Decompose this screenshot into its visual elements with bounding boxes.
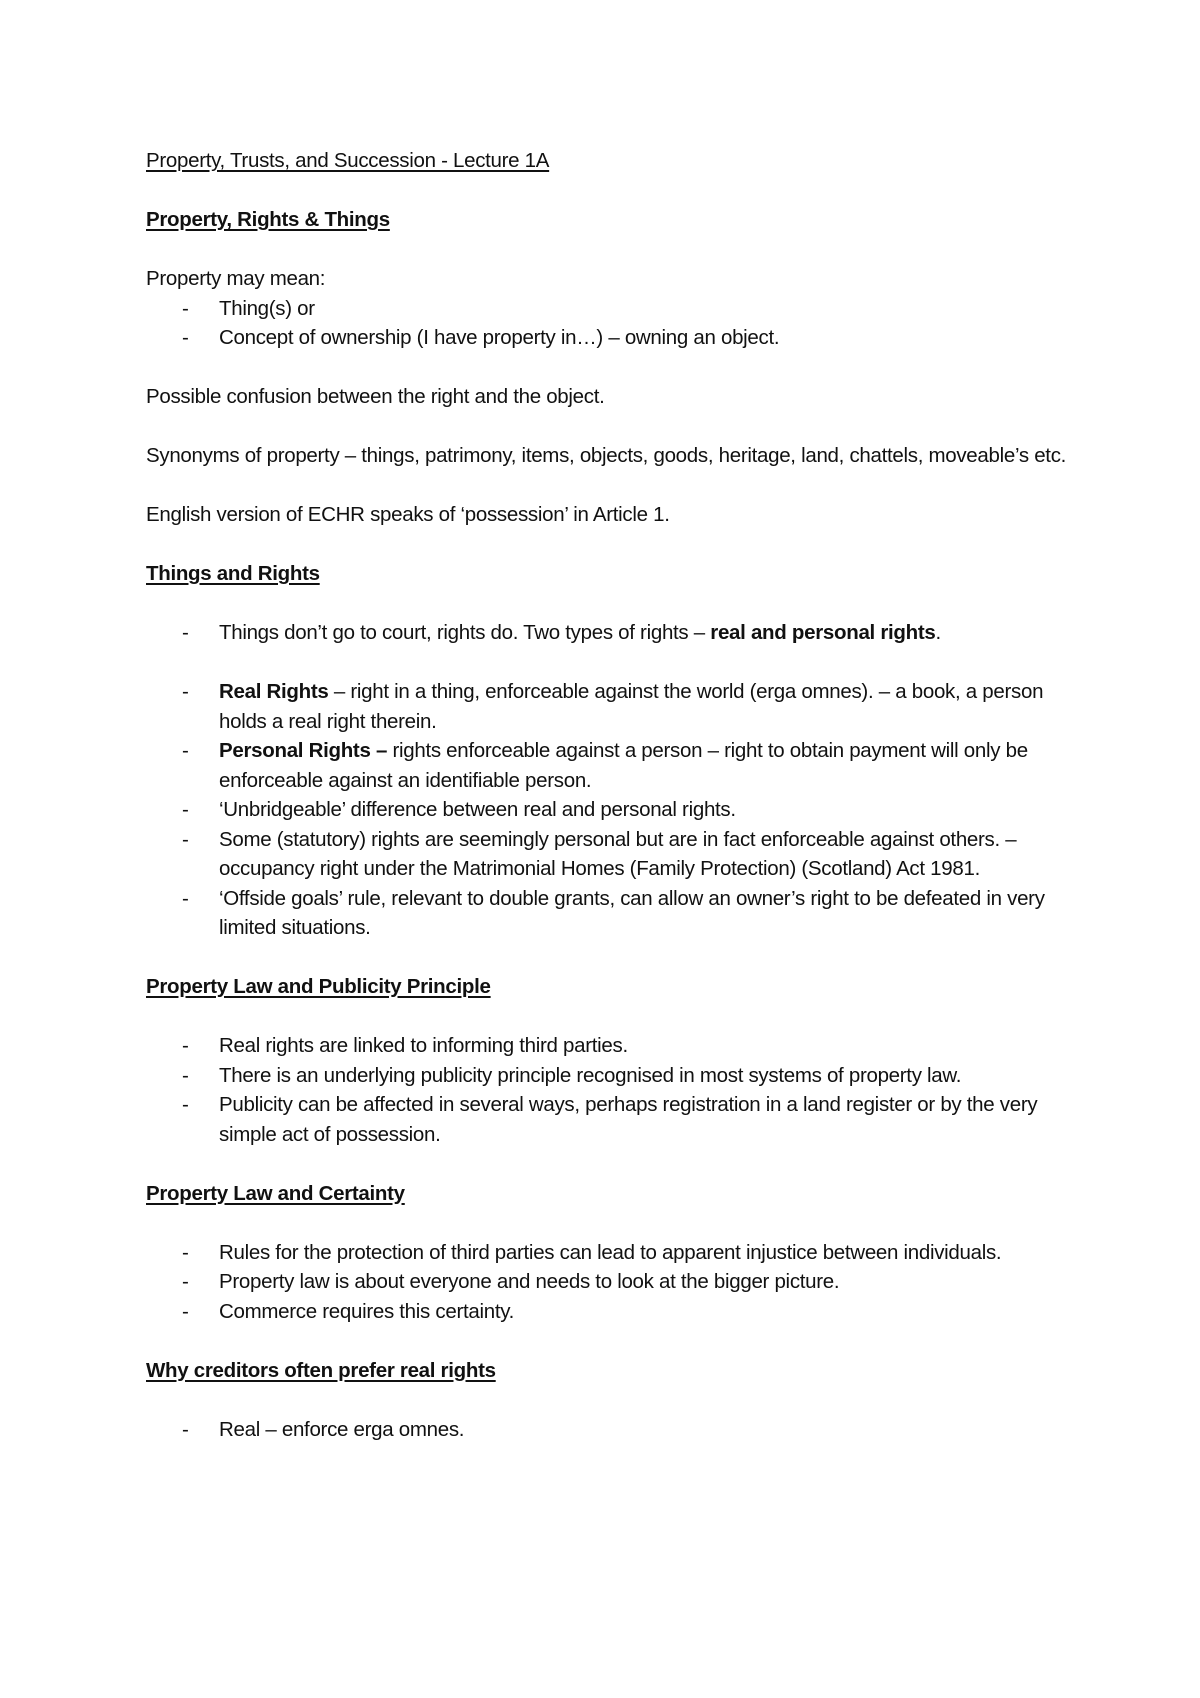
spacer: [146, 235, 1076, 265]
paragraph: Property may mean:: [146, 267, 326, 290]
list-item-text: – right in a thing, enforceable against the world (erga omnes). – a book, a person holds a real right therein.: [219, 680, 1044, 733]
dash-bullet: -: [182, 1034, 189, 1057]
dash-list: [146, 618, 1076, 648]
list-item: [146, 1297, 1076, 1327]
list-item: [146, 677, 1076, 736]
list-item: [146, 294, 1076, 324]
dash-bullet: -: [182, 1270, 189, 1293]
list-item-text: Real rights are linked to informing third parties.: [219, 1034, 628, 1057]
dash-bullet: -: [182, 296, 189, 320]
list-item-text: Rules for the protection of third parties can lead to apparent injustice between individuals.: [219, 1240, 1002, 1264]
section-heading-creditors: Why creditors often prefer real rights: [146, 1358, 496, 1382]
list-item: [146, 825, 1076, 884]
spacer: [146, 471, 1076, 501]
dash-list: [146, 1238, 1076, 1327]
list-item-text: .: [935, 621, 941, 644]
spacer: [146, 1002, 1076, 1032]
paragraph: Possible confusion between the right and the object.: [146, 385, 605, 408]
dash-bullet: -: [182, 1299, 189, 1323]
list-item: [146, 1061, 1076, 1091]
spacer: [146, 176, 1076, 206]
list-item: [146, 1090, 1076, 1149]
list-item: [146, 618, 1076, 648]
section-heading-certainty: Property Law and Certainty: [146, 1181, 405, 1205]
dash-list: [146, 1415, 1076, 1445]
list-item-text: rights enforceable against a person – right to obtain payment will only be enforceable against an identifiable person.: [219, 739, 1028, 792]
section-heading-things-and-rights: Things and Rights: [146, 562, 320, 585]
list-item: [146, 1238, 1076, 1268]
dash-bullet: -: [182, 1417, 189, 1441]
spacer: [146, 530, 1076, 560]
document-title: Property, Trusts, and Succession - Lecture 1A: [146, 149, 550, 172]
list-item: [146, 795, 1076, 825]
list-item-text: ‘Unbridgeable’ difference between real and personal rights.: [219, 798, 736, 821]
list-item-text: Real – enforce erga omnes.: [219, 1417, 465, 1441]
list-item: [146, 736, 1076, 795]
spacer: [146, 648, 1076, 678]
dash-bullet: -: [182, 326, 189, 349]
list-item-text: Some (statutory) rights are seemingly personal but are in fact enforceable against others. – occupancy right under the Matrimonial Homes (Family Protection) (Scotland) Act 1981.: [219, 827, 1017, 880]
spacer: [146, 1149, 1076, 1179]
list-item-text: Concept of ownership (I have property in…) – owning an object.: [219, 326, 780, 349]
spacer: [146, 1326, 1076, 1356]
spacer: [146, 589, 1076, 619]
paragraph: Synonyms of property – things, patrimony, items, objects, goods, heritage, land, chattels, moveable’s etc.: [146, 444, 1067, 467]
list-item-text: There is an underlying publicity principle recognised in most systems of property law.: [219, 1063, 962, 1087]
dash-bullet: -: [182, 1063, 189, 1087]
dash-bullet: -: [182, 1240, 189, 1264]
list-item-text: Publicity can be affected in several ways, perhaps registration in a land register or by the very simple act of possession.: [219, 1093, 1038, 1146]
list-item-text: Things don’t go to court, rights do. Two types of rights –: [219, 621, 711, 644]
dash-list: [146, 294, 1076, 353]
dash-bullet: -: [182, 886, 189, 910]
list-item: [146, 1031, 1076, 1061]
spacer: [146, 1208, 1076, 1238]
list-item-text: Commerce requires this certainty.: [219, 1299, 515, 1323]
dash-bullet: -: [182, 827, 189, 851]
list-item: [146, 1267, 1076, 1297]
dash-bullet: -: [182, 621, 189, 644]
section-heading-property-rights-things: Property, Rights & Things: [146, 208, 390, 231]
section-heading-publicity-principle: Property Law and Publicity Principle: [146, 975, 491, 998]
paragraph: English version of ECHR speaks of ‘possession’ in Article 1.: [146, 503, 670, 526]
list-item: [146, 884, 1076, 943]
dash-bullet: -: [182, 1093, 189, 1116]
list-item-bold-text: Real Rights: [219, 680, 329, 703]
spacer: [146, 1385, 1076, 1415]
list-item-text: Thing(s) or: [219, 296, 315, 320]
dash-bullet: -: [182, 798, 189, 821]
dash-bullet: -: [182, 680, 189, 703]
spacer: [146, 412, 1076, 442]
list-item: [146, 1415, 1076, 1445]
list-item: [146, 323, 1076, 353]
spacer: [146, 943, 1076, 973]
dash-list: [146, 677, 1076, 943]
document-page: [146, 146, 1076, 1444]
dash-list: [146, 1031, 1076, 1149]
list-item-bold-text: Personal Rights –: [219, 739, 388, 762]
list-item-text: ‘Offside goals’ rule, relevant to double grants, can allow an owner’s right to be defeated in very limited situations.: [219, 886, 1045, 939]
list-item-bold-text: real and personal rights: [710, 621, 936, 644]
dash-bullet: -: [182, 739, 189, 762]
list-item-text: Property law is about everyone and needs to look at the bigger picture.: [219, 1270, 840, 1293]
spacer: [146, 353, 1076, 383]
